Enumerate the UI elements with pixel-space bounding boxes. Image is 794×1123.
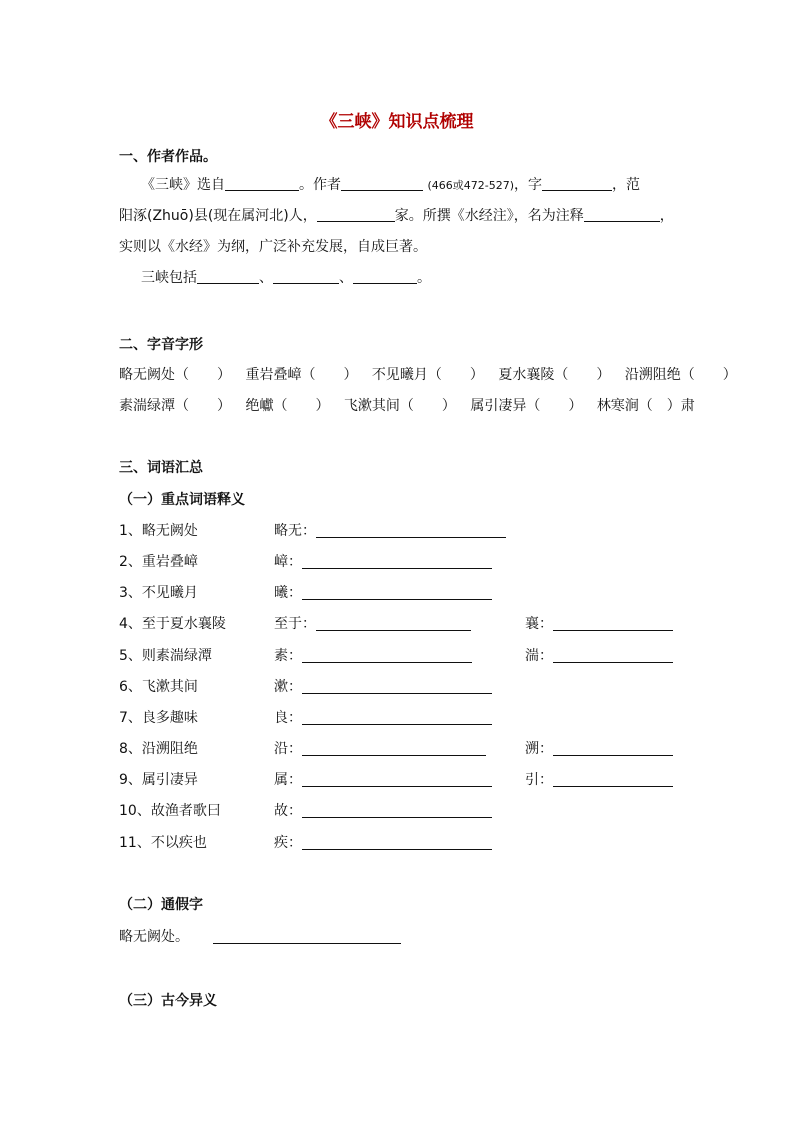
vocab-key: 故：	[274, 803, 302, 819]
answer-line[interactable]	[316, 523, 506, 538]
vocab-key: 沿：	[274, 741, 302, 757]
vocab-phrase: 6、飞漱其间	[119, 679, 198, 695]
vocab-phrase: 10、故渔者歌曰	[119, 803, 221, 819]
vocab-key: 溯：	[525, 741, 553, 757]
char-item: 略无阙处（ ）	[119, 367, 231, 383]
text-fragment: 。作者	[299, 177, 341, 193]
vocab-key: 引：	[525, 772, 553, 788]
fill-blank[interactable]	[353, 269, 417, 284]
vocab-phrase: 8、沿溯阻绝	[119, 741, 198, 757]
char-item: 沿溯阻绝（ ）	[624, 367, 737, 383]
vocab-key: 素：	[274, 648, 302, 664]
text-fragment: 家。所撰《水经注》，名为注释	[394, 208, 584, 224]
answer-line[interactable]	[553, 648, 673, 663]
char-item: 重岩叠嶂（ ）	[245, 367, 358, 383]
fill-blank[interactable]	[317, 207, 395, 222]
author-paragraph	[119, 170, 679, 294]
vocab-key: 至于：	[274, 616, 316, 632]
vocab-phrase: 5、则素湍绿潭	[119, 648, 212, 664]
fill-blank[interactable]	[341, 176, 423, 191]
text-fragment: 。	[417, 270, 431, 286]
text-fragment: ，	[659, 208, 674, 224]
section-heading-author: 一、作者作品。	[119, 149, 217, 165]
pronunciation-row-1	[119, 364, 747, 384]
vocab-phrase: 9、属引凄异	[119, 772, 198, 788]
answer-line[interactable]	[302, 803, 492, 818]
text-fragment: 、	[339, 270, 353, 286]
answer-line[interactable]	[302, 585, 492, 600]
char-item: 不见曦月（ ）	[371, 367, 484, 383]
fill-blank[interactable]	[225, 176, 299, 191]
subheading-gujin: （三）古今异义	[119, 993, 217, 1009]
section-heading-vocabulary: 三、词语汇总	[119, 460, 203, 476]
char-item: 夏水襄陵（ ）	[498, 367, 611, 383]
char-item: 绝巘（ ）	[245, 398, 330, 414]
answer-line[interactable]	[302, 554, 492, 569]
char-item: 林寒涧（ ）肃	[596, 398, 695, 414]
pronunciation-row-2	[119, 395, 705, 415]
text-fragment: ，范	[612, 177, 640, 193]
vocab-key: 略无：	[274, 523, 316, 539]
answer-line[interactable]	[553, 741, 673, 756]
section-heading-pronunciation: 二、字音字形	[119, 337, 203, 353]
fill-blank[interactable]	[197, 269, 259, 284]
fill-blank[interactable]	[584, 207, 660, 222]
text-fragment: 实则以《水经》为纲，广泛补充发展，自成巨著。	[119, 239, 427, 255]
vocab-key: 良：	[274, 710, 302, 726]
vocab-phrase: 7、良多趣味	[119, 710, 198, 726]
vocab-key: 属：	[274, 772, 302, 788]
vocab-key: 疾：	[274, 835, 302, 851]
vocab-key: 曦：	[274, 585, 302, 601]
char-item: 飞漱其间（ ）	[343, 398, 456, 414]
subheading-key-words: （一）重点词语释义	[119, 492, 245, 508]
vocab-key: 襄：	[525, 616, 553, 632]
tongjia-phrase: 略无阙处。	[119, 929, 189, 945]
fill-blank[interactable]	[542, 176, 612, 191]
vocab-key: 漱：	[274, 679, 302, 695]
answer-line[interactable]	[302, 710, 492, 725]
text-fragment: 三峡包括	[141, 270, 197, 286]
tongjia-row	[119, 926, 401, 946]
char-item: 素湍绿潭（ ）	[119, 398, 231, 414]
answer-line[interactable]	[553, 772, 673, 787]
vocab-phrase: 2、重岩叠嶂	[119, 554, 198, 570]
text-fragment: (466或472-527)	[427, 179, 514, 192]
vocab-phrase: 11、不以疾也	[119, 835, 207, 851]
text-fragment: 、	[259, 270, 273, 286]
answer-line[interactable]	[213, 929, 401, 944]
text-fragment: 阳涿(Zhuō)县(现在属河北)人，	[119, 208, 317, 224]
subheading-tongjia: （二）通假字	[119, 897, 203, 913]
vocab-key: 嶂：	[274, 554, 302, 570]
vocab-phrase: 1、略无阙处	[119, 523, 198, 539]
page-title: 《三峡》知识点梳理	[320, 112, 474, 132]
answer-line[interactable]	[302, 648, 472, 663]
answer-line[interactable]	[553, 616, 673, 631]
vocab-phrase: 4、至于夏水襄陵	[119, 616, 226, 632]
text-fragment: ，字	[514, 177, 542, 193]
vocab-phrase: 3、不见曦月	[119, 585, 198, 601]
answer-line[interactable]	[316, 616, 471, 631]
answer-line[interactable]	[302, 835, 492, 850]
text-fragment: 《三峡》选自	[141, 177, 225, 193]
answer-line[interactable]	[302, 772, 492, 787]
char-item: 属引凄异（ ）	[470, 398, 583, 414]
answer-line[interactable]	[302, 741, 486, 756]
vocab-key: 湍：	[525, 648, 553, 664]
fill-blank[interactable]	[273, 269, 339, 284]
answer-line[interactable]	[302, 679, 492, 694]
